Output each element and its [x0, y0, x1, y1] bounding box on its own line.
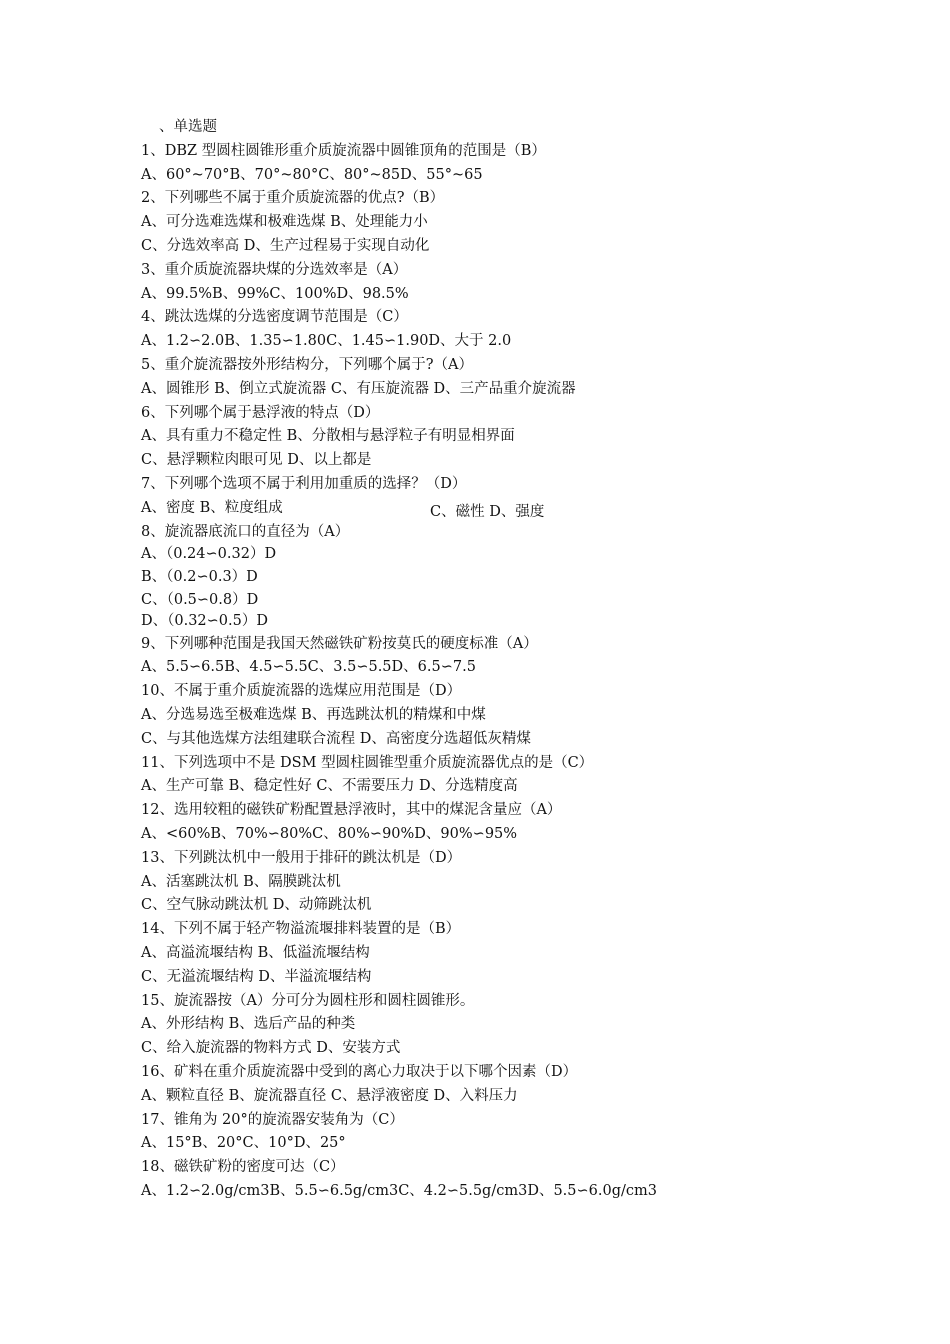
- questions-1-to-7: [141, 140, 901, 497]
- q7-options-row: [141, 497, 901, 521]
- q7-options-cd: C、磁性 D、强度: [430, 503, 545, 520]
- question-list: [141, 116, 901, 1204]
- question-line: A、15°B、20°C、10°D、25°: [141, 1135, 346, 1152]
- question-line: A、60°~70°B、70°~80°C、80°~85D、55°~65: [141, 166, 483, 183]
- question-line: A、具有重力不稳定性 B、分散相与悬浮粒子有明显相界面: [141, 428, 515, 445]
- question-line: 5、重介旋流器按外形结构分，下列哪个属于?（A）: [141, 356, 473, 373]
- section-title: 、单选题: [159, 119, 217, 135]
- questions-9-to-18: [141, 633, 901, 1204]
- question-line: C、分选效率高 D、生产过程易于实现自动化: [141, 237, 430, 254]
- question-line: A、1.2∽2.0B、1.35∽1.80C、1.45∽1.90D、大于 2.0: [141, 333, 512, 350]
- question-line: A、99.5%B、99%C、100%D、98.5%: [141, 285, 409, 302]
- question-line: 4、跳汰选煤的分选密度调节范围是（C）: [141, 309, 408, 326]
- question-line: C、悬浮颗粒肉眼可见 D、以上都是: [141, 452, 372, 469]
- question-line: A、高溢流堰结构 B、低溢流堰结构: [141, 945, 370, 961]
- question-line: 15、旋流器按（A）分可分为圆柱形和圆柱圆锥形。: [141, 992, 475, 1009]
- question-line: 2、下列哪些不属于重介质旋流器的优点?（B）: [141, 190, 445, 207]
- q8-question: 8、旋流器底流口的直径为（A）: [141, 523, 350, 540]
- question-line: C、给入旋流器的物料方式 D、安装方式: [141, 1040, 401, 1057]
- q8-option-d: D、（0.32∽0.5）D: [141, 613, 268, 630]
- question-line: A、5.5∽6.5B、4.5∽5.5C、3.5∽5.5D、6.5∽7.5: [141, 659, 476, 676]
- question-line: A、可分选难选煤和极难选煤 B、处理能力小: [141, 214, 428, 231]
- q8-option-b: B、（0.2∽0.3）D: [141, 568, 258, 585]
- question-line: 14、下列不属于轻产物溢流堰排料装置的是（B）: [141, 921, 461, 938]
- question-line: C、与其他选煤方法组建联合流程 D、高密度分选超低灰精煤: [141, 730, 531, 747]
- question-line: A、圆锥形 B、倒立式旋流器 C、有压旋流器 D、三产品重介旋流器: [141, 380, 576, 397]
- question-line: A、生产可靠 B、稳定性好 C、不需要压力 D、分选精度高: [141, 778, 518, 795]
- question-line: 13、下列跳汰机中一般用于排矸的跳汰机是（D）: [141, 849, 462, 866]
- question-line: 7、下列哪个选项不属于利用加重质的选择？（D）: [141, 475, 467, 492]
- question-line: A、<60%B、70%∽80%C、80%∽90%D、90%∽95%: [141, 826, 518, 843]
- question-line: A、活塞跳汰机 B、隔膜跳汰机: [141, 873, 341, 890]
- question-line: 11、下列选项中不是 DSM 型圆柱圆锥型重介质旋流器优点的是（C）: [141, 754, 594, 771]
- question-line: 10、不属于重介质旋流器的选煤应用范围是（D）: [141, 683, 462, 700]
- question-line: C、空气脉动跳汰机 D、动筛跳汰机: [141, 897, 372, 914]
- question-line: 3、重介质旋流器块煤的分选效率是（A）: [141, 261, 408, 278]
- question-line: C、无溢流堰结构 D、半溢流堰结构: [141, 968, 372, 985]
- question-line: 17、锥角为 20°的旋流器安装角为（C）: [141, 1111, 404, 1128]
- question-line: A、颗粒直径 B、旋流器直径 C、悬浮液密度 D、入料压力: [141, 1087, 518, 1104]
- q8-option-a: A、（0.24∽0.32）D: [141, 546, 277, 563]
- q8-option-c: C、（0.5∽0.8）D: [141, 591, 259, 608]
- question-line: 16、矿料在重介质旋流器中受到的离心力取决于以下哪个因素（D）: [141, 1063, 578, 1080]
- question-line: 9、下列哪种范围是我国天然磁铁矿粉按莫氏的硬度标准（A）: [141, 635, 538, 652]
- question-line: A、外形结构 B、选后产品的种类: [141, 1016, 356, 1033]
- question-line: A、1.2∽2.0g/cm3B、5.5∽6.5g/cm3C、4.2∽5.5g/cm3D、5.5∽6.0g/cm3: [141, 1182, 657, 1199]
- question-line: 1、DBZ 型圆柱圆锥形重介质旋流器中圆锥顶角的范围是（B）: [141, 142, 546, 159]
- question-line: A、分选易选至极难选煤 B、再选跳汰机的精煤和中煤: [141, 707, 486, 724]
- question-line: 18、磁铁矿粉的密度可达（C）: [141, 1159, 345, 1176]
- question-line: 6、下列哪个属于悬浮液的特点（D）: [141, 404, 380, 421]
- question-line: 12、选用较粗的磁铁矿粉配置悬浮液时，其中的煤泥含量应（A）: [141, 802, 562, 819]
- q8-options: [141, 544, 901, 632]
- q7-options-ab: A、密度 B、粒度组成: [141, 499, 283, 516]
